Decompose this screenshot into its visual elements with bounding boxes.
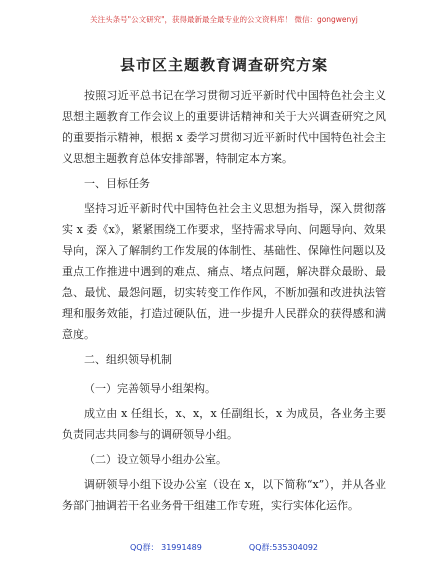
intro-paragraph: 按照习近平总书记在学习贯彻习近平新时代中国特色社会主义思想主题教育工作会议上的重要讲话精神和关于大兴调查研究之风的重要指示精神，根据 x 委学习贯彻习近平新时代中国特色社会主义思想主题教育总体安排部署，特制定本方案。 [62,89,386,165]
document-body [62,85,386,516]
subsection-body-leadership: 成立由 x 任组长，x、x，x 任副组长，x 为成员，各业务主要负责同志共同参与的调研领导小组。 [62,407,386,441]
section-body-goals: 坚持习近平新时代中国特色社会主义思想为指导，深入贯彻落实 x 委《x》，紧紧围绕工作要求，坚持需求导向、问题导向、效果导向，深入了解制约工作发展的体制性、基础性、保障性问题以及重点工作推进中遇到的难点、痛点、堵点问题，解决群众最盼、最急、最忧、最怨问题，切实转变工作作风，不断加强和改进执法管理和服务效能，打造过硬队伍，进一步提升人民群众的获得感和满意度。 [62,202,386,341]
section-heading-organization: 二、组织领导机制 [84,353,172,366]
header-notice: 关注头条号"公文研究"，获得最新最全最专业的公文资料库！ 微信：gongwenyj [90,15,358,24]
qq-group-2: QQ群:535304092 [248,543,319,552]
subsection-heading-leadership: （一）完善领导小组架构。 [84,382,216,395]
qq-group-1: QQ群： 31991489 [129,543,202,552]
subsection-body-office: 调研领导小组下设办公室（设在 x，以下简称“x”），并从各业务部门抽调若干名业务骨干组建工作专班，实行实体化运作。 [62,478,386,512]
document-title: 县市区主题教育调查研究方案 [119,56,328,74]
section-heading-goals: 一、目标任务 [84,177,150,190]
footer-contact [0,542,448,553]
subsection-heading-office: （二）设立领导小组办公室。 [84,453,227,466]
